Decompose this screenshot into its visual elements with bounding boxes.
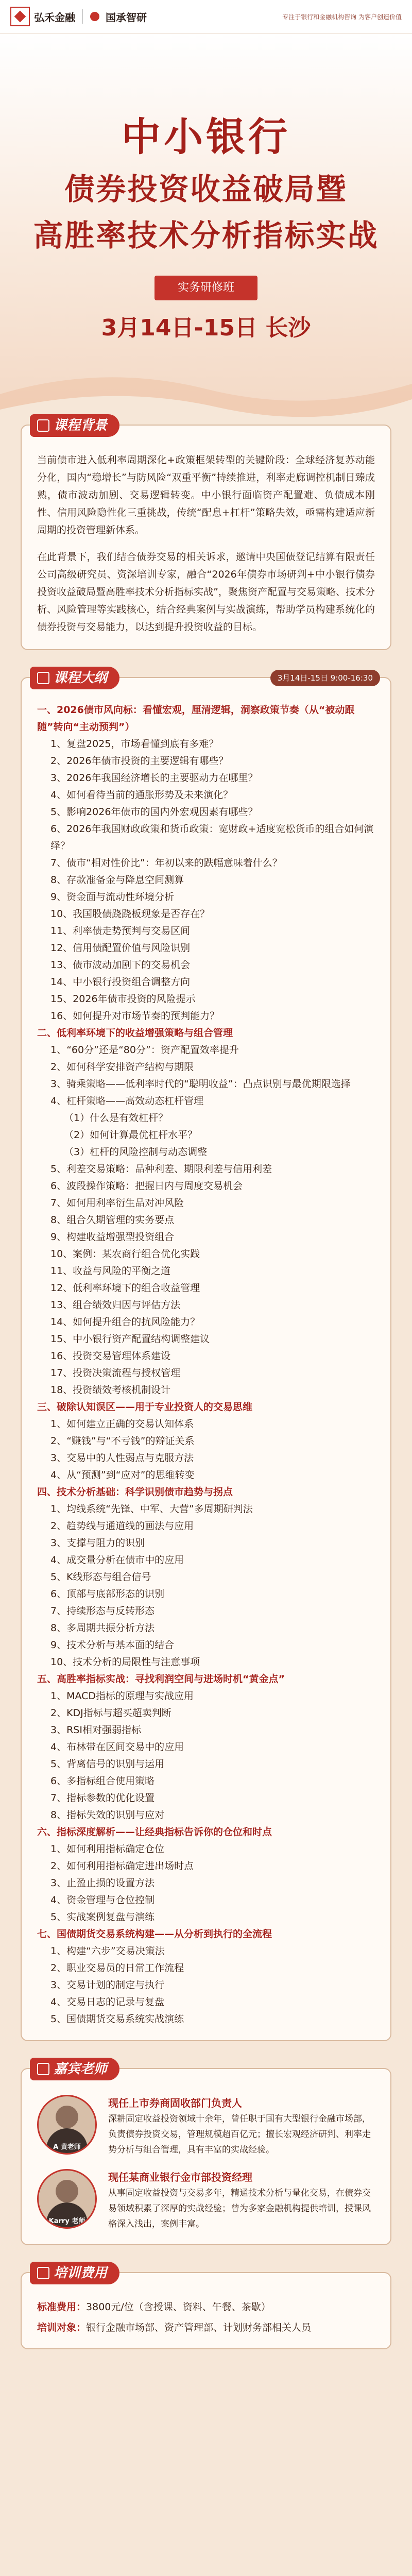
target-value: 银行金融市场部、资产管理部、计划财务部相关人员	[86, 2322, 312, 2333]
avatar	[37, 2095, 97, 2155]
outline-item: 11、利率债走势预判与交易区间	[50, 925, 191, 937]
outline-item: 12、低利率环境下的组合收益管理	[50, 1282, 200, 1294]
outline-item: 1、如何建立正确的交易认知体系	[50, 1418, 194, 1430]
guocheng-logo-icon	[90, 12, 99, 21]
background-paragraph-1: 当前债市进入低利率周期深化+政策框架转型的关键阶段：全球经济复苏动能分化，国内“稳增长”与防风险“双重平衡”持续推进，利率走廊调控机制日臻成熟，债市波动加剧、交易逻辑转变。中小银行面临资产配置难、负债成本刚性、信用风险隐性化三重挑战，传统“配息+杠杆”策略失效，亟需构建适应新周期的投资管理新体系。	[37, 454, 375, 536]
outline-item: （3）杠杆的风险控制与动态调整	[64, 1146, 208, 1158]
outline-item: 10、我国股债跷跷板现象是否存在？	[50, 908, 210, 920]
outline-item: 4、布林带在区间交易中的应用	[50, 1741, 184, 1753]
outline-item: 12、信用债配置价值与风险识别	[50, 942, 191, 954]
outline-item: 1、如何利用指标确定仓位	[50, 1843, 165, 1855]
outline-item: 5、实战案例复盘与演练	[50, 1911, 155, 1923]
outline-item: 8、存款准备金与降息空间测算	[50, 874, 184, 886]
teachers-tag-label: 嘉宾老师	[54, 2061, 108, 2077]
outline-item: 10、案例：某农商行组合优化实践	[50, 1248, 200, 1260]
hero-title-3: 高胜率技术分析指标实战	[33, 218, 379, 253]
outline-item: 3、交易计划的制定与执行	[50, 1979, 165, 1991]
brand-divider	[82, 9, 83, 24]
top-bar	[0, 0, 412, 33]
outline-item: 七、国债期货交易系统构建——从分析到执行的全流程	[37, 1928, 272, 1940]
teacher-title: 现任上市券商固收部门负责人	[108, 2097, 242, 2109]
outline-item: 一、2026债市风向标：看懂宏观，厘清逻辑，洞察政策节奏（从“被动跟随”转向“主动预判”）	[37, 704, 355, 733]
outline-list	[22, 702, 390, 2028]
teacher-icon	[37, 2063, 49, 2075]
outline-item: 三、破除认知误区——用于专业投资人的交易思维	[37, 1401, 253, 1413]
outline-item: 14、如何提升组合的抗风险能力？	[50, 1316, 200, 1328]
outline-item: 15、中小银行资产配置结构调整建议	[50, 1333, 210, 1345]
background-tag-label: 课程背景	[54, 418, 108, 433]
outline-item: 1、MACD指标的原理与实战应用	[50, 1690, 194, 1702]
outline-item: 16、投资交易管理体系建设	[50, 1350, 171, 1362]
outline-item: 1、“60分”还是“80分”：资产配置效率提升	[50, 1044, 239, 1056]
outline-item: 4、从“预测”到“应对”的思维转变	[50, 1469, 195, 1481]
avatar-name: Karry 老师	[48, 2217, 85, 2225]
target-line	[22, 2317, 390, 2338]
main-content	[0, 418, 412, 2349]
outline-item: 3、2026年我国经济增长的主要驱动力在哪里？	[50, 772, 258, 784]
outline-item: 3、RSI相对强弱指标	[50, 1724, 141, 1736]
outline-item: 3、骑乘策略——低利率时代的“聪明收益”：凸点识别与最优期限选择	[50, 1078, 351, 1090]
outline-item: 2、职业交易员的日常工作流程	[50, 1962, 184, 1974]
list-icon	[37, 672, 49, 684]
outline-item: 6、2026年我国财政政策和货币政策：宽财政+适度宽松货币的组合如何演绎？	[50, 823, 374, 852]
hero-title-2: 债券投资收益破局暨	[64, 172, 348, 207]
outline-item: 8、多周期共振分析方法	[50, 1622, 155, 1634]
target-label: 培训对象：	[37, 2322, 87, 2333]
outline-item: 3、交易中的人性弱点与克服方法	[50, 1452, 194, 1464]
outline-time: 3月14日-15日 9:00-16:30	[270, 670, 380, 686]
fees-tag-label: 培训费用	[54, 2265, 108, 2281]
outline-item: 6、多指标组合使用策略	[50, 1775, 155, 1787]
teachers-card	[21, 2061, 391, 2245]
outline-item: 17、投资决策流程与授权管理	[50, 1367, 181, 1379]
background-paragraph-2: 在此背景下，我们结合债券交易的相关诉求，邀请中央国债登记结算有限责任公司高级研究员、资深培训专家，融合“2026年债券市场研判+中小银行债券投资收益破局暨高胜率技术分析指标实战”，聚焦资产配置与交易策略、技术分析、风险管理等实践核心，结合经典案例与实战演练，帮助学员构建系统化的债券投资与交易能力，以达到提升投资收益的目标。	[37, 551, 375, 633]
outline-item: （1）什么是有效杠杆？	[64, 1112, 168, 1124]
outline-item: 2、2026年债市投资的主要逻辑有哪些？	[50, 755, 229, 767]
outline-item: 六、指标深度解析——让经典指标告诉你的仓位和时点	[37, 1826, 272, 1838]
outline-item: 5、背离信号的识别与运用	[50, 1758, 165, 1770]
teacher-desc: 深耕固定收益投资领域十余年，曾任职于国有大型银行金融市场部，负责债券投资交易，管理规模超百亿元；擅长宏观经济研判、利率走势分析与组合管理，具有丰富的实战经验。	[108, 2114, 371, 2155]
avatar-name: A 黄老师	[53, 2143, 81, 2151]
outline-item: 9、技术分析与基本面的结合	[50, 1639, 175, 1651]
outline-card	[21, 670, 391, 2041]
outline-item: 13、债市波动加剧下的交易机会	[50, 959, 191, 971]
outline-item: 13、组合绩效归因与评估方法	[50, 1299, 181, 1311]
teacher-desc: 从事固定收益投资与交易多年，精通技术分析与量化交易，在债券交易领域积累了深厚的实战经验；曾为多家金融机构提供培训，授课风格深入浅出，案例丰富。	[108, 2188, 371, 2229]
outline-item: 5、利差交易策略：品种利差、期限利差与信用利差	[50, 1163, 272, 1175]
outline-item: 1、构建“六步”交易决策法	[50, 1945, 165, 1957]
outline-item: 2、如何科学安排资产结构与期限	[50, 1061, 194, 1073]
background-tag	[30, 414, 119, 437]
outline-item: 3、止盈止损的设置方法	[50, 1877, 155, 1889]
brand-logo	[10, 7, 147, 26]
background-card	[21, 418, 391, 650]
outline-item: 8、指标失效的识别与应对	[50, 1809, 165, 1821]
hero-badge: 实务研修班	[154, 276, 258, 300]
avatar	[37, 2169, 97, 2229]
hero-banner	[0, 33, 412, 425]
wallet-icon	[37, 2267, 49, 2279]
outline-item: 8、组合久期管理的实务要点	[50, 1214, 175, 1226]
outline-item: 6、波段操作策略：把握日内与周度交易机会	[50, 1180, 243, 1192]
outline-item: 五、高胜率指标实战：寻找利润空间与进场时机“黄金点”	[37, 1673, 285, 1685]
teacher-title: 现任某商业银行金市部投资经理	[108, 2171, 252, 2183]
outline-item: 5、影响2026年债市的国内外宏观因素有哪些？	[50, 806, 258, 818]
outline-item: 15、2026年债市投资的风险提示	[50, 993, 196, 1005]
hehe-logo-icon	[10, 7, 30, 26]
outline-item: （2）如何计算最优杠杆水平？	[64, 1129, 198, 1141]
teacher-1	[22, 2095, 390, 2158]
outline-item: 10、技术分析的局限性与注意事项	[50, 1656, 200, 1668]
outline-item: 四、技术分析基础：科学识别债市趋势与拐点	[37, 1486, 233, 1498]
brand1-label: 弘禾金融	[34, 11, 75, 24]
fees-tag	[30, 2262, 119, 2284]
fee-label: 标准费用：	[37, 2301, 87, 2313]
outline-item: 7、债市“相对性价比”：年初以来的跌幅意味着什么？	[50, 857, 282, 869]
fee-value: 3800元/位（含授课、资料、午餐、茶歇）	[86, 2301, 271, 2313]
outline-item: 6、顶部与底部形态的识别	[50, 1588, 165, 1600]
teacher-2	[22, 2169, 390, 2232]
outline-item: 4、交易日志的记录与复盘	[50, 1996, 165, 2008]
outline-item: 4、杠杆策略——高效动态杠杆管理	[50, 1095, 204, 1107]
outline-item: 7、指标参数的优化设置	[50, 1792, 155, 1804]
fee-line	[22, 2297, 390, 2317]
brand2-label: 国承智研	[106, 11, 147, 24]
outline-item: 2、趋势线与通道线的画法与应用	[50, 1520, 194, 1532]
outline-item: 2、如何利用指标确定进出场时点	[50, 1860, 194, 1872]
outline-item: 5、K线形态与组合信号	[50, 1571, 151, 1583]
outline-item: 2、“赚钱”与“不亏钱”的辩证关系	[50, 1435, 195, 1447]
outline-item: 7、如何用利率衍生品对冲风险	[50, 1197, 184, 1209]
outline-item: 9、构建收益增强型投资组合	[50, 1231, 175, 1243]
header-slogan: 专注于银行和金融机构咨询 为客户创造价值	[282, 13, 402, 21]
book-icon	[37, 419, 49, 432]
outline-item: 4、如何看待当前的通胀形势及未来演化？	[50, 789, 233, 801]
outline-item: 3、支撑与阻力的识别	[50, 1537, 145, 1549]
outline-item: 5、国债期货交易系统实战演练	[50, 2013, 184, 2025]
teachers-tag	[30, 2058, 119, 2080]
outline-item: 4、资金管理与仓位控制	[50, 1894, 155, 1906]
outline-item: 16、如何提升对市场节奏的预判能力？	[50, 1010, 220, 1022]
outline-item: 9、资金面与流动性环境分析	[50, 891, 175, 903]
outline-tag-label: 课程大纲	[54, 670, 108, 686]
hero-date: 3月14日-15日 长沙	[101, 315, 311, 341]
outline-item: 18、投资绩效考核机制设计	[50, 1384, 171, 1396]
outline-item: 14、中小银行投资组合调整方向	[50, 976, 191, 988]
outline-item: 1、复盘2025，市场看懂到底有多难？	[50, 738, 219, 750]
outline-tag	[30, 667, 119, 689]
outline-item: 4、成交量分析在债市中的应用	[50, 1554, 184, 1566]
outline-item: 1、均线系统“先锋、中军、大营”多周期研判法	[50, 1503, 253, 1515]
outline-item: 2、KDJ指标与超买超卖判断	[50, 1707, 171, 1719]
outline-item: 二、低利率环境下的收益增强策略与组合管理	[37, 1027, 233, 1039]
outline-item: 7、持续形态与反转形态	[50, 1605, 155, 1617]
outline-item: 11、收益与风险的平衡之道	[50, 1265, 171, 1277]
fees-card	[21, 2265, 391, 2349]
hero-title-1: 中小银行	[122, 114, 290, 160]
